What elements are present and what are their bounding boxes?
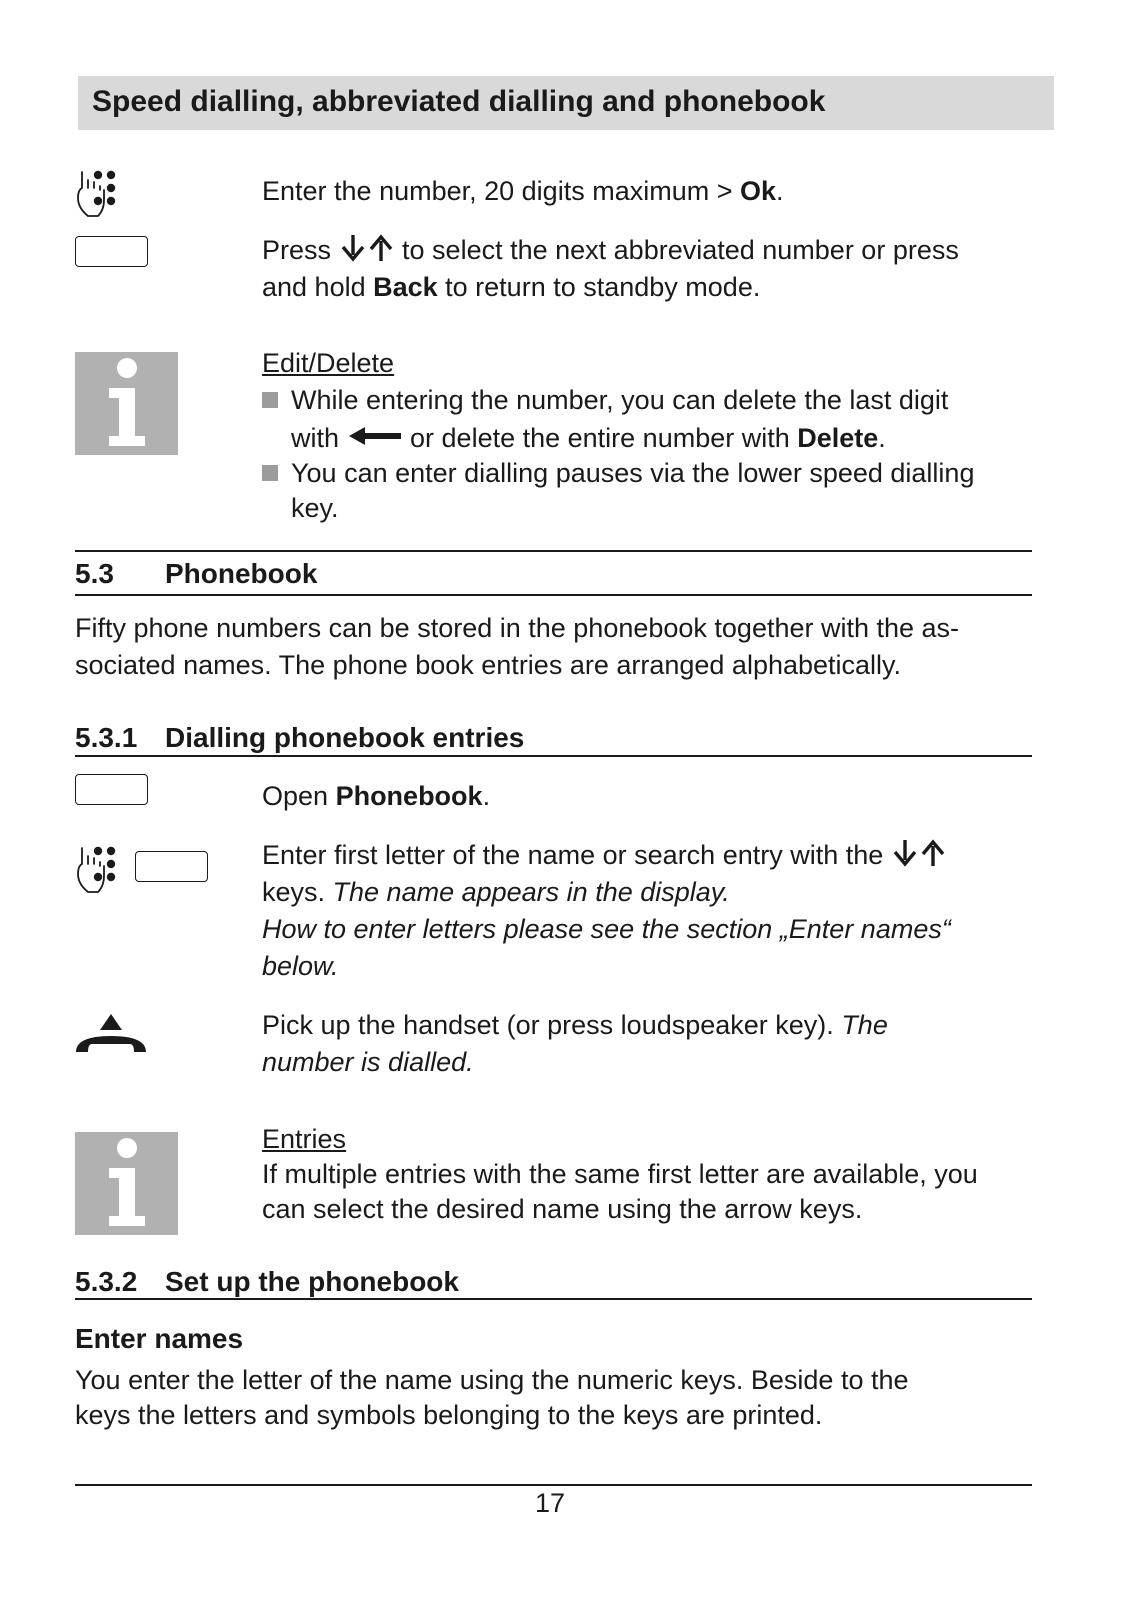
step-enter-letter-line3: How to enter letters please see the section „Enter names“: [262, 914, 951, 944]
down-up-arrows-icon: [891, 838, 947, 868]
step-pick-up-line2: number is dialled.: [262, 1047, 474, 1077]
footer-rule: [75, 1484, 1032, 1486]
section-5-3-title: Phonebook: [165, 558, 318, 589]
info-entries-line2: can select the desired name using the arrow keys.: [262, 1194, 863, 1224]
section-5-3-1-number: 5.3.1: [75, 722, 138, 753]
info-bullet-2-text: You can enter dialling pauses via the lower speed dialling: [291, 458, 975, 488]
softkey-icon: [75, 236, 148, 267]
info-bullet-1-text: While entering the number, you can delete the last digit: [291, 385, 949, 415]
section-5-3-2-number: 5.3.2: [75, 1266, 138, 1297]
section-rule-top: [75, 550, 1032, 552]
info-glyph-icon: [75, 352, 178, 455]
section-5-3-2-title: Set up the phonebook: [165, 1266, 459, 1297]
step-enter-letter-line2: [262, 874, 730, 911]
info-icon: [75, 1132, 178, 1235]
step-open-phonebook: [262, 778, 490, 815]
step-press-text-2: to select the next abbreviated number or press: [394, 235, 959, 265]
step-press-arrows: [262, 232, 959, 269]
enter-names-para-line1: You enter the letter of the name using the numeric keys. Beside to the: [75, 1365, 909, 1395]
softkey-icon: [135, 851, 208, 882]
delete-entire-text: or delete the entire number with: [402, 423, 798, 453]
back-key-label: Back: [373, 272, 438, 302]
section-rule-bottom: [75, 594, 1032, 596]
section-5-3-number: 5.3: [75, 558, 114, 589]
info-bullet-1-cont: [291, 420, 886, 457]
step-enter-letter: [262, 837, 947, 874]
the-text: The: [841, 1010, 888, 1040]
bullet-square: [262, 465, 278, 481]
left-arrow-icon: [347, 425, 403, 447]
delete-key-label: Delete: [797, 423, 879, 453]
step-hold-back: [262, 269, 760, 306]
info-bullet-2-cont: key.: [291, 493, 339, 523]
section-5-3-para-line2: sociated names. The phone book entries are arranged alphabetically.: [75, 650, 902, 680]
section-5-3-1-title: Dialling phonebook entries: [165, 722, 525, 753]
enter-names-para-line2: keys the letters and symbols belonging to the keys are printed.: [75, 1400, 823, 1430]
phonebook-key-label: Phonebook: [335, 781, 483, 811]
page-number: 17: [535, 1488, 566, 1518]
period: .: [482, 781, 491, 811]
section-5-3-para-line1: Fifty phone numbers can be stored in the phonebook together with the as-: [75, 613, 960, 643]
info-bullet-2: [262, 455, 974, 492]
softkey-icon: [75, 774, 148, 805]
info-icon: [75, 352, 178, 455]
keys-text: keys.: [262, 877, 333, 907]
section-5-3-1-rule: [75, 755, 1032, 757]
step-enter-number-text: Enter the number, 20 digits maximum >: [262, 176, 740, 206]
step-pick-up: [262, 1007, 888, 1044]
open-text: Open: [262, 781, 336, 811]
with-text: with: [291, 423, 347, 453]
step-press-text: Press: [262, 235, 339, 265]
handset-lift-icon: [74, 1012, 148, 1056]
keypad-hand-icon: [74, 844, 122, 896]
pick-up-text: Pick up the handset (or press loudspeaker key).: [262, 1010, 842, 1040]
page-title: Speed dialling, abbreviated dialling and phonebook: [92, 85, 826, 118]
period: .: [878, 423, 886, 453]
keypad-hand-icon: [74, 168, 122, 220]
info-glyph-icon: [75, 1132, 178, 1235]
hold-text: and hold: [262, 272, 374, 302]
bullet-square: [262, 392, 278, 408]
ok-key-label: Ok: [739, 176, 777, 206]
info-entries-heading: Entries: [262, 1124, 347, 1154]
enter-names-subheading: Enter names: [75, 1323, 244, 1354]
step-enter-letter-line4: below.: [262, 951, 339, 981]
name-appears-text: The name appears in the display.: [332, 877, 730, 907]
info-bullet-1: [262, 382, 948, 419]
enter-letter-text: Enter first letter of the name or search entry with the: [262, 840, 884, 870]
section-5-3-2-rule: [75, 1298, 1032, 1300]
down-up-arrows-icon: [339, 233, 395, 263]
info-edit-delete-heading: Edit/Delete: [262, 348, 395, 378]
step-enter-number-end: .: [776, 176, 784, 206]
step-enter-number: [262, 173, 784, 210]
hold-text-end: to return to standby mode.: [437, 272, 761, 302]
info-entries-line1: If multiple entries with the same first letter are available, you: [262, 1159, 978, 1189]
